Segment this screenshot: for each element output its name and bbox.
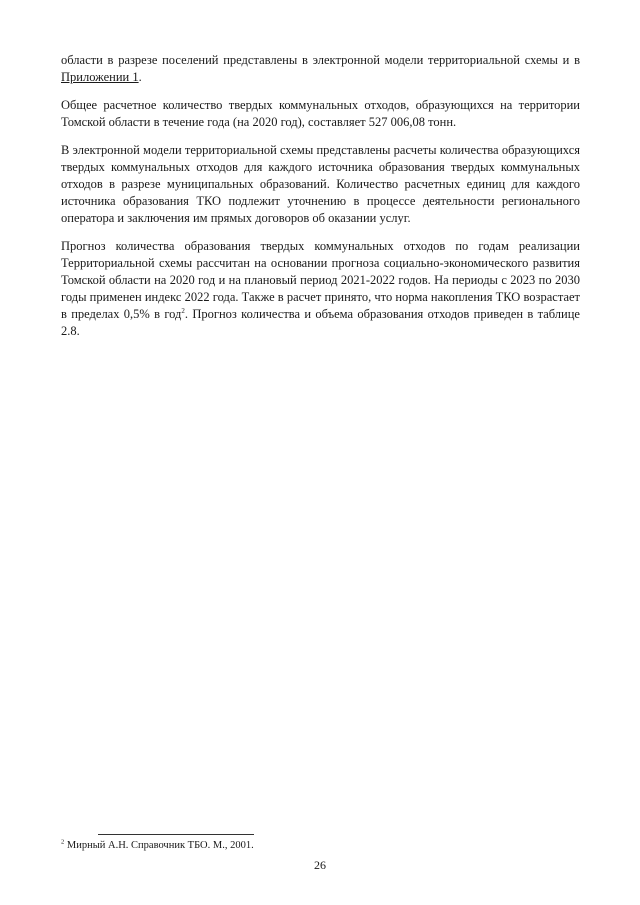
footnote [61, 839, 254, 852]
paragraph-4-ending: . Прогноз количества и объема образования отходов приведен в таблице 2.8. [61, 307, 580, 338]
paragraph-appendix-reference [61, 52, 580, 86]
appendix-1-link[interactable]: Приложении 1 [61, 70, 139, 84]
page-number: 26 [314, 858, 326, 872]
paragraph-electronic-model: В электронной модели территориальной схемы представлены расчеты количества образующихся твердых коммунальных отходов для каждого источника образования твердых коммунальных отходов в разрезе муниципальных образований. Количество расчетных единиц для каждого источника образования ТКО подлежит уточнению в процессе деятельности регионального оператора и заключения им прямых договоров об оказании услуг. [61, 143, 580, 225]
paragraph-1-text: области в разрезе поселений представлены в электронной модели территориальной схемы и в [61, 53, 580, 67]
paragraph-4-text: Прогноз количества образования твердых коммунальных отходов по годам реализации Территориальной схемы рассчитан на основании прогноза социально-экономического развития Томской области на 2020 год и на плановый период 2021-2022 годов. На периоды с 2023 по 2030 годы применен индекс 2022 года. Также в расчет принято, что норма накопления ТКО возрастает в пределах 0,5% в год [61, 239, 580, 321]
footnote-reference-marker[interactable]: 2 [181, 306, 185, 315]
footnote-text: Мирный А.Н. Справочник ТБО. М., 2001. [64, 840, 254, 851]
page-body [61, 52, 580, 351]
footnote-marker: 2 [61, 838, 65, 846]
paragraph-total-waste: Общее расчетное количество твердых коммунальных отходов, образующихся на территории Томской области в течение года (на 2020 год), составляет 527 006,08 тонн. [61, 98, 580, 129]
footnote-separator [98, 834, 254, 835]
paragraph-1-ending: . [138, 70, 142, 84]
paragraph-forecast [61, 238, 580, 340]
